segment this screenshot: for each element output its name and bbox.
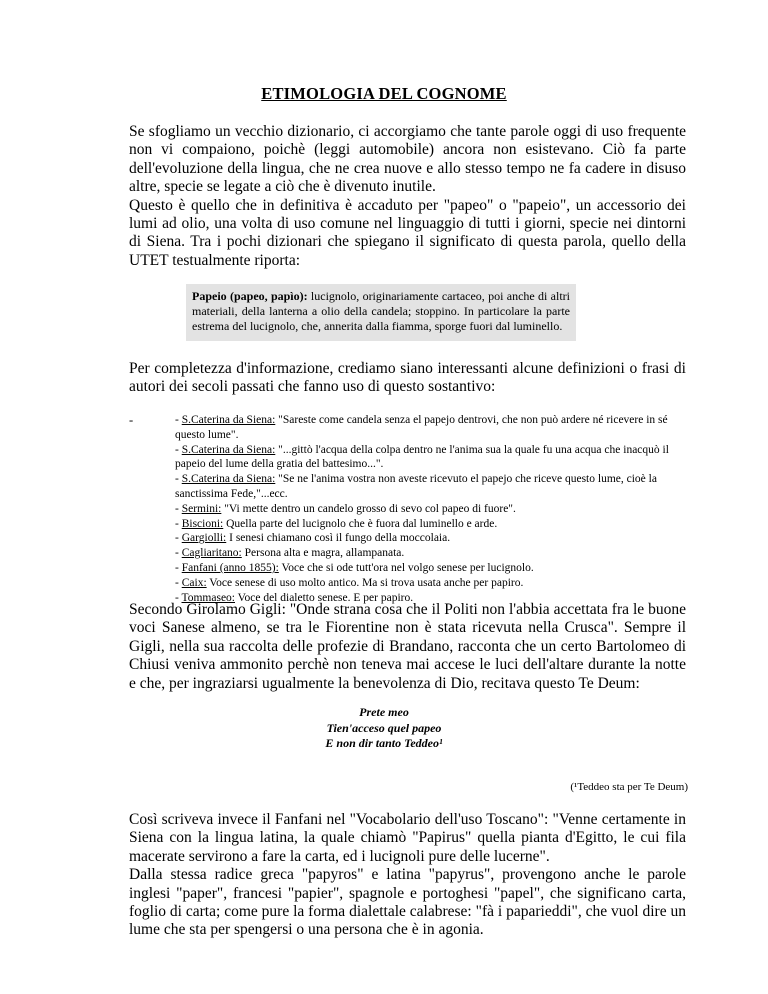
citation-item [175,546,695,561]
citation-prefix: - [175,561,182,574]
poem-line: Tien'acceso quel papeo [326,720,442,735]
citations-list [175,413,695,605]
citation-prefix: - [175,443,182,456]
citation-text: Voce del dialetto senese. E per papiro. [235,591,414,604]
citation-item [175,517,695,532]
gigli-text: Secondo Girolamo Gigli: "Onde strana cosa che il Politi non l'abbia accettata fra le buone voci Sanese almeno, se tra le Fiorentine non è stata ricevuta nella Crusca". Sempre il Gigli, nella sua raccolta delle profezie di Brandano, racconta che un certo Bartolomeo di Chiusi veniva ammonito perchè non teneva mai accese le luci dell'altare durante la notte e che, per ingraziarsi ugualmente la benevolenza di Dio, recitava questo Te Deum: [129,601,686,692]
poem-line: Prete meo [359,705,409,719]
citation-text: Quella parte del lucignolo che è fuora dal luminello e arde. [223,517,498,530]
completezza-paragraph [129,360,686,397]
definition-text: lucignolo, originariamente cartaceo, poi anche di altri materiali, della lanterna a olio della candela; stoppino. In particolare la parte estrema del lucignolo, che, annerita dalla fiamma, sporge fuori dal luminello. [192,289,570,334]
citation-item [175,576,695,591]
fanfani-paragraph: Così scriveva invece il Fanfani nel "Vocabolario dell'uso Toscano": "Venne certamente in Siena con la lingua latina, la quale chiamò "Papirus" quella pianta d'Egitto, le cui fila macerate servirono a fare la carta, ed i lucignoli pure delle lucerne". [129,811,686,865]
citation-item [175,561,695,576]
citation-author: Cagliaritano: [181,547,242,560]
citation-author: Gargiolli: [181,532,227,545]
citation-item [175,531,695,546]
citation-author: Caix: [181,576,207,589]
citation-prefix: - [175,473,182,486]
list-bullet: - [129,413,134,427]
citation-prefix: - [175,576,182,589]
citation-text: I senesi chiamano così il fungo della moccolaia. [226,532,451,545]
citation-author: Fanfani (anno 1855): [181,561,279,574]
footnote: (¹Teddeo sta per Te Deum) [570,781,688,793]
intro-paragraph: Se sfogliamo un vecchio dizionario, ci accorgiamo che tante parole oggi di uso frequente non vi compaiono, poichè (leggi automobile) ancora non esistevano. Ciò fa parte dell'evoluzione della lingua, che ne crea nuove e allo stesso tempo ne fa cadere in disuso altre, specie se legate a ciò che è divenuto inutile. [129,123,686,196]
citation-author: S.Caterina da Siena: [181,443,276,456]
citation-author: Tommaseo: [181,591,235,604]
citation-prefix: - [175,591,182,604]
citation-text: "Sareste come candela senza el papejo dentrovi, che non può ardere né ricevere in sé questo lume". [175,414,668,441]
definition-box [186,284,576,341]
citation-author: Sermini: [181,502,222,515]
citation-text: Persona alta e magra, allampanata. [241,547,405,560]
citation-prefix: - [175,414,182,426]
citation-item [175,443,695,473]
citation-author: S.Caterina da Siena: [181,473,276,486]
completezza-text: Per completezza d'informazione, crediamo siano interessanti alcune definizioni o frasi di autori dei secoli passati che fanno uso di questo sostantivo: [129,360,686,396]
intro-section [129,123,686,270]
citation-prefix: - [175,502,182,515]
citation-text: "Se ne l'anima vostra non aveste ricevuto el papejo che riceve questo lume, cioè la sanctissima Fede,"...ecc. [175,473,657,500]
intro-paragraph: Questo è quello che in definitiva è accaduto per "papeo" o "papeio", un accessorio dei lumi ad olio, una volta di uso comune nel linguaggio di tutti i giorni, specie nei dintorni di Siena. Tra i pochi dizionari che spiegano il significato di questa parola, quello della UTET testualmente riporta: [129,196,686,269]
citation-text: Voce che si ode tutt'ora nel volgo senese per lucignolo. [278,561,534,574]
citation-text: Voce senese di uso molto antico. Ma si trova usata anche per papiro. [206,576,524,589]
citation-item [175,472,695,502]
citation-item [175,413,695,443]
citation-prefix: - [175,547,182,560]
citation-text: "Vi mette dentro un candelo grosso di sevo col papeo di fuore". [221,502,516,515]
citation-prefix: - [175,517,182,530]
fanfani-paragraph: Dalla stessa radice greca "papyros" e latina "papyrus", provengono anche le parole inglesi "paper", francesi "papier", spagnole e portoghesi "papel", che significano carta, foglio di carta; come pure la forma dialettale calabrese: "fà i paparieddi", che vuol dire un lume che sta per spengersi o una persona che è in agonia. [129,866,686,939]
citation-item [175,502,695,517]
poem-line: E non dir tanto Teddeo¹ [325,736,443,750]
citation-author: Biscioni: [181,517,224,530]
definition-term: Papeio (papeo, papìo): [192,289,308,303]
citation-text: "...gittò l'acqua della colpa dentro ne l'anima sua la quale fu una acqua che inacquò il papeio del lume della gratia del battesimo...". [175,443,669,471]
page-title: ETIMOLOGIA DEL COGNOME [261,84,507,103]
te-deum-poem [0,705,768,752]
gigli-paragraph [129,601,686,693]
citation-author: S.Caterina da Siena: [181,414,276,426]
fanfani-section [129,811,686,940]
citation-prefix: - [175,532,182,545]
